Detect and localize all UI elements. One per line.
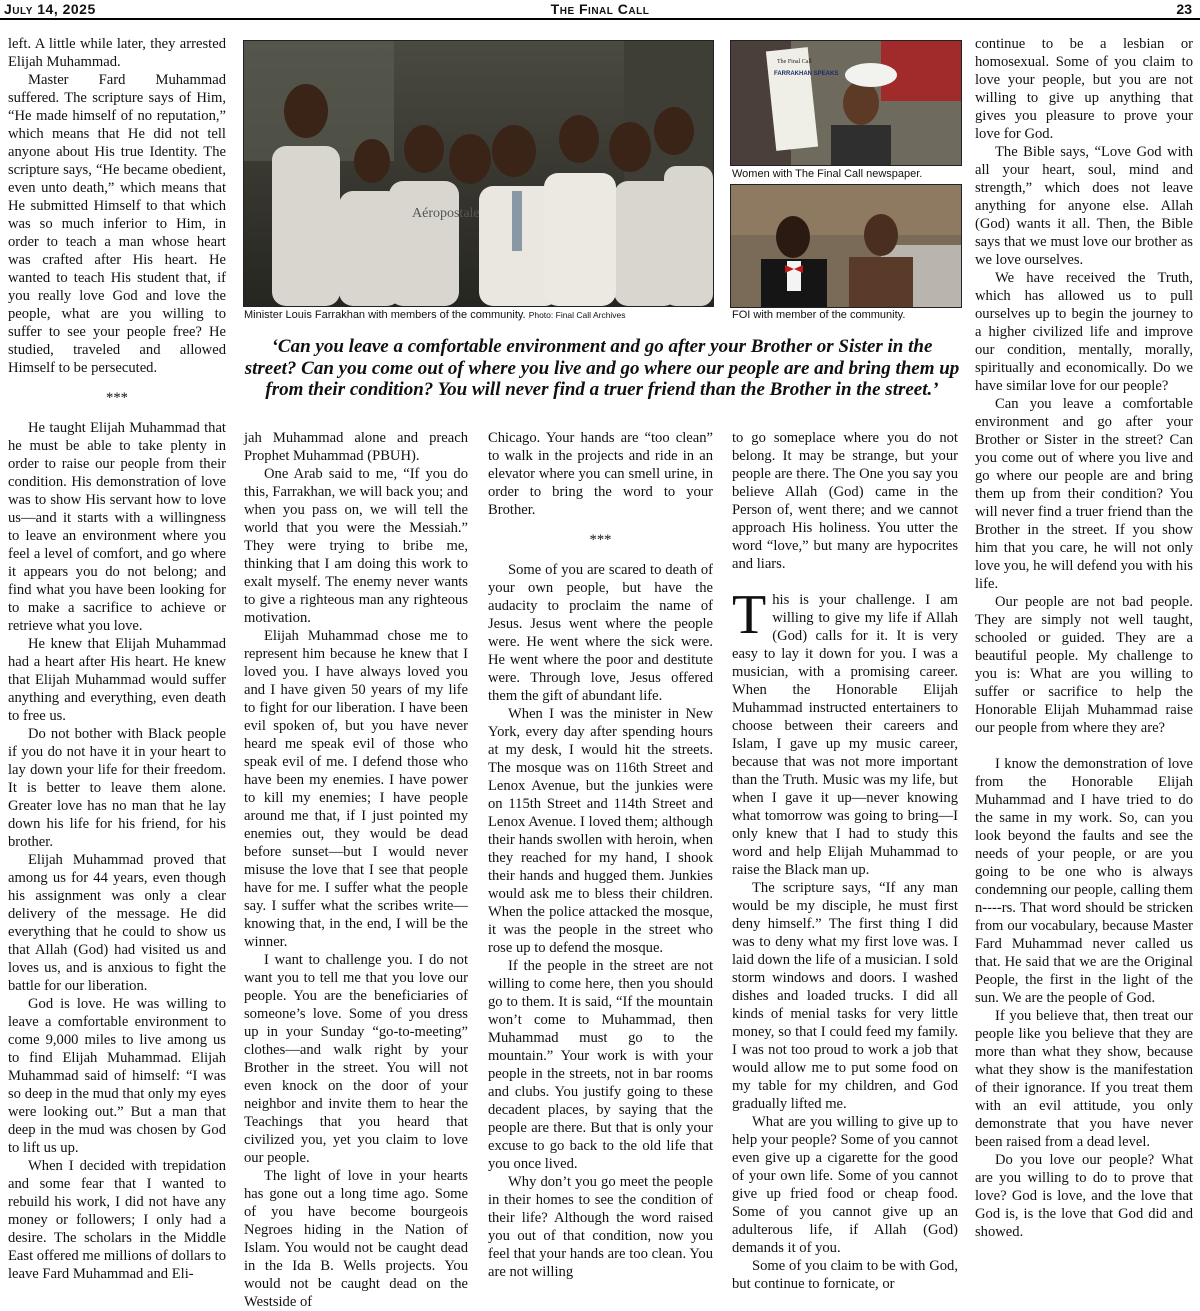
paragraph: Do not bother with Black people if you do not have it in your heart to lay down your life for their freedom. It is better to leave them alone. Greater love has no man that he lay down his life for his friend, for his brother. xyxy=(8,726,226,850)
paragraph: Our people are not bad people. They are simply not well taught, schooled or guided. They are a beautiful people. My challenge to you is: What are you willing to suffer or sacrifice to help the Honorable Elijah Muhammad raise our people from where they are? xyxy=(975,594,1193,736)
article-column-2 xyxy=(244,429,468,1310)
paragraph: Some of you claim to be with God, but continue to fornicate, or xyxy=(732,1258,958,1292)
paragraph: The light of love in your hearts has gone out a long time ago. Some of you have become bourgeois Negroes hiding in the Nation of Islam. You would not be caught dead in the Ida B. Wells projects. You would not be caught dead on the Westside of xyxy=(244,1168,468,1310)
paragraph: Some of you are scared to death of your own people, but have the audacity to proclaim the name of Jesus. Jesus went where the people were. He went where the sick were. He went where the poor and destitute were. Through love, Jesus offered them the gift of abundant life. xyxy=(488,562,713,704)
paragraph: One Arab said to me, “If you do this, Farrakhan, we will back you; and when you pass on, we will tell the world that you were the Messiah.” They were trying to bribe me, thinking that I am doing this work to exalt myself. The enemy never wants to give a righteous man any righteous motivation. xyxy=(244,466,468,626)
section-separator: *** xyxy=(589,532,612,548)
newspaper-headline: FARRAKHAN SPEAKS xyxy=(774,71,839,77)
paragraph: When I decided with trepidation and some fear that I wanted to rebuild his work, I did not have any money or followers; I only had a desire. The scholars in the Middle East offered me millions of dollars to leave Fard Muhammad and Eli- xyxy=(8,1158,226,1282)
page-number: 23 xyxy=(1176,1,1192,17)
paragraph: If the people in the street are not willing to come here, then you should go to them. It is said, “If the mountain won’t come to Muhammad, then Muhammad must go to the mountain.” Your work is with your people in the streets, not in bar rooms and clubs. You justify going to these decadent places, by saying that the people are there. But that is only your excuse to go back to the old life that you once lived. xyxy=(488,958,713,1172)
shirt-print: Aéropostale xyxy=(412,206,480,221)
paragraph: continue to be a lesbian or homosexual. Some of you claim to love your people, but you are not willing to give up anything that gives you pleasure to prove your love for God. xyxy=(975,36,1193,142)
paragraph: I know the demonstration of love from the Honorable Elijah Muhammad and I have tried to do the same in my work. So, can you look beyond the faults and see the needs of your people, or are you going to be one who is always condemning our people, calling them n----rs. That word should be stricken from our vocabulary, because Master Fard Muhammad never called us that. He said that we are the Original People, the first in the light of the sun. We are the people of God. xyxy=(975,756,1193,1006)
article-column-5 xyxy=(975,35,1193,1297)
paragraph: Why don’t you go meet the people in their homes to see the condition of their life? Although the word raised you out of that condition, now you feel that your hands are too clean. You are not willing xyxy=(488,1174,713,1280)
newspaper-masthead: The Final Call xyxy=(777,59,812,65)
top-right-photo xyxy=(730,40,962,166)
paragraph: jah Muhammad alone and preach Prophet Muhammad (PBUH). xyxy=(244,430,468,464)
photo-credit: Photo: Final Call Archives xyxy=(528,310,626,320)
paragraph: When I was the minister in New York, every day after spending hours at my desk, I would hit the streets. The mosque was on 116th Street and Lenox Avenue, but the junkies were on 115th Street and 114th Street and Lenox Avenue. I loved them; although their hands swollen with heroin, when they reached for my hand, I shook their hands and hugged them. Junkies would ask me to bless their children. When the police attacked the mosque, it was the people in the street who rose up to defend the mosque. xyxy=(488,706,713,956)
page-header xyxy=(0,0,1200,20)
bottom-right-photo xyxy=(730,184,962,308)
paragraph: He taught Elijah Muhammad that he must be able to take plenty in order to raise our people from their condition. His demonstration of love was to show His servant how to love us—and it starts with a willingness to leave an environment where you feel a level of comfort, and go where it appears you do not belong; and find what you have been looking for to make a sacrifice to achieve or retrieve what you love. xyxy=(8,420,226,634)
paragraph: The scripture says, “If any man would be my disciple, he must first deny himself.” The first thing I did was to deny what my first love was. I laid down the life of a musician. I sold storm windows and doors. I washed dishes and loaded trucks. I did all kinds of menial tasks for very little money, so that I could feed my family. I was not too proud to work a job that would allow me to put some food on my table for my children, and God gradually lifted me. xyxy=(732,880,958,1112)
article-column-4 xyxy=(732,429,958,1297)
dropcap-paragraph: This is your challenge. I am willing to give my life if Allah (God) calls for it. It is very easy to lay it down for you. I was a musician, with a promising career. When the Honorable Elijah Muhammad instructed entertainers to choose between their careers and Islam, I gave up my music career, because that was not more important than the Truth. Music was my life, but when I gave it up—never knowing what tomorrow was going to bring—I only knew that I had to study this word and help Elijah Muhammad to raise the Black man up. xyxy=(732,584,958,878)
paragraph: I want to challenge you. I do not want you to tell me that you love our people. You are the beneficiaries of someone’s love. Some of you dress up in your Sunday “go-to-meeting” clothes—and walk right by your Brother in the street. You will not even knock on the door of your neighbor and invite them to hear the Teachings that you heard that civilized you, yet you claim to love our people. xyxy=(244,952,468,1166)
newspaper-photo-illustration xyxy=(731,41,961,165)
paragraph: God is love. He was willing to leave a comfortable environment to come 9,000 miles to live among us to find Elijah Muhammad. Elijah Muhammad said of himself: “I was so deep in the mud that only my eyes were looking out.” But a man that deep in the mud was chosen by God to lift us up. xyxy=(8,996,226,1156)
main-photo xyxy=(243,40,714,307)
article-column-1 xyxy=(8,35,226,1297)
paragraph: The Bible says, “Love God with all your heart, soul, mind and strength,” which does not leave anything for anyone else. Allah (God) wants it all. Then, the Bible says that we must love our brother as we love ourselves. xyxy=(975,144,1193,268)
main-photo-caption: Minister Louis Farrakhan with members of the community. Photo: Final Call Archives xyxy=(244,309,626,321)
group-photo-illustration xyxy=(244,41,713,306)
paragraph: Do you love our people? What are you willing to do to prove that love? God is love, and the love that God is, is the love that God did and showed. xyxy=(975,1152,1193,1240)
issue-date: July 14, 2025 xyxy=(4,1,96,17)
paragraph: We have received the Truth, which has allowed us to pull ourselves up to begin the journey to a higher civilized life and improve our condition, mentally, morally, spiritually and economically. Do we have similar love for our people? xyxy=(975,270,1193,394)
paragraph: Elijah Muhammad proved that among us for 44 years, even though his assignment was only a clear delivery of the message. He did everything that he could to show us that Allah (God) had visited us and loves us, and is anxious to fight the battle for our liberation. xyxy=(8,852,226,994)
paragraph: Master Fard Muhammad suffered. The scripture says of Him, “He made himself of no reputation,” which means that He did not tell anyone about His true Identity. The scripture says, “He became obedient, even unto death,” which means that He submitted Himself to that which was so much inferior to Him, in order to teach a man whose heart was crafted after His heart. He wanted to teach His student that, if you really love God and love the people, what are you willing to suffer to see your people free? He studied, traveled and allowed Himself to be persecuted. xyxy=(8,72,226,376)
section-separator: *** xyxy=(106,390,128,406)
top-right-caption: Women with The Final Call newspaper. xyxy=(732,168,923,180)
newspaper-name: The Final Call xyxy=(550,1,650,17)
paragraph: What are you willing to give up to help your people? Some of you cannot even give up a cigarette for the good of your own life. Some of you cannot give up fried food or cheap food. Some of you cannot give up an adulterous life, if Allah (God) demands it of you. xyxy=(732,1114,958,1256)
paragraph: He knew that Elijah Muhammad had a heart after His heart. He knew that Elijah Muhammad would suffer anything and everything, even death to free us. xyxy=(8,636,226,724)
paragraph: Chicago. Your hands are “too clean” to walk in the projects and ride in an elevator where you can smell urine, in order to bring the word to your Brother. xyxy=(488,430,713,518)
foi-photo-illustration xyxy=(731,185,961,307)
paragraph: Can you leave a comfortable environment and go after your Brother or Sister in the street? Can you come out of where you live and go where our people are and bring them up from their condition? You will never find a truer friend than the Brother in the street. If you show him that you care, he will not only love you, he will defend you with his life. xyxy=(975,396,1193,592)
paragraph: to go someplace where you do not belong. It may be strange, but your people are there. The One you say you believe Allah (God) came in the Person of, went there; and we cannot approach His holiness. You utter the word “love,” but many are hypocrites and liars. xyxy=(732,430,958,572)
paragraph: If you believe that, then treat our people like you believe that they are more than what they show, because what they show is the manifestation of their ignorance. If you treat them with an evil attitude, you only demonstrate that you have never been raised from a dead level. xyxy=(975,1008,1193,1150)
pull-quote: ‘Can you leave a comfortable environment and go after your Brother or Sister in the street? Can you come out of where you live and go where our people are and bring them up from their condition? You will never find a truer friend than the Brother in the street.’ xyxy=(244,336,960,400)
dropcap-letter: T xyxy=(732,584,767,646)
paragraph: left. A little while later, they arrested Elijah Muhammad. xyxy=(8,36,226,70)
paragraph: Elijah Muhammad chose me to represent him because he knew that I loved you. I have always loved you and I have given 50 years of my life to fight for our liberation. I have been evil spoken of, but you have never heard me speak evil of those who speak evil of me. I defend those who have been my enemies. I have power to kill my enemies; I have people around me that, if I just pointed my enemies out, they would be dead before sunset—but I would never misuse the love that I see that people have for me. I suffer what the people say. I suffer what the scribes write—knowing that, in the end, I will be the winner. xyxy=(244,628,468,950)
article-column-3 xyxy=(488,429,713,1297)
bottom-right-caption: FOI with member of the community. xyxy=(732,309,906,321)
